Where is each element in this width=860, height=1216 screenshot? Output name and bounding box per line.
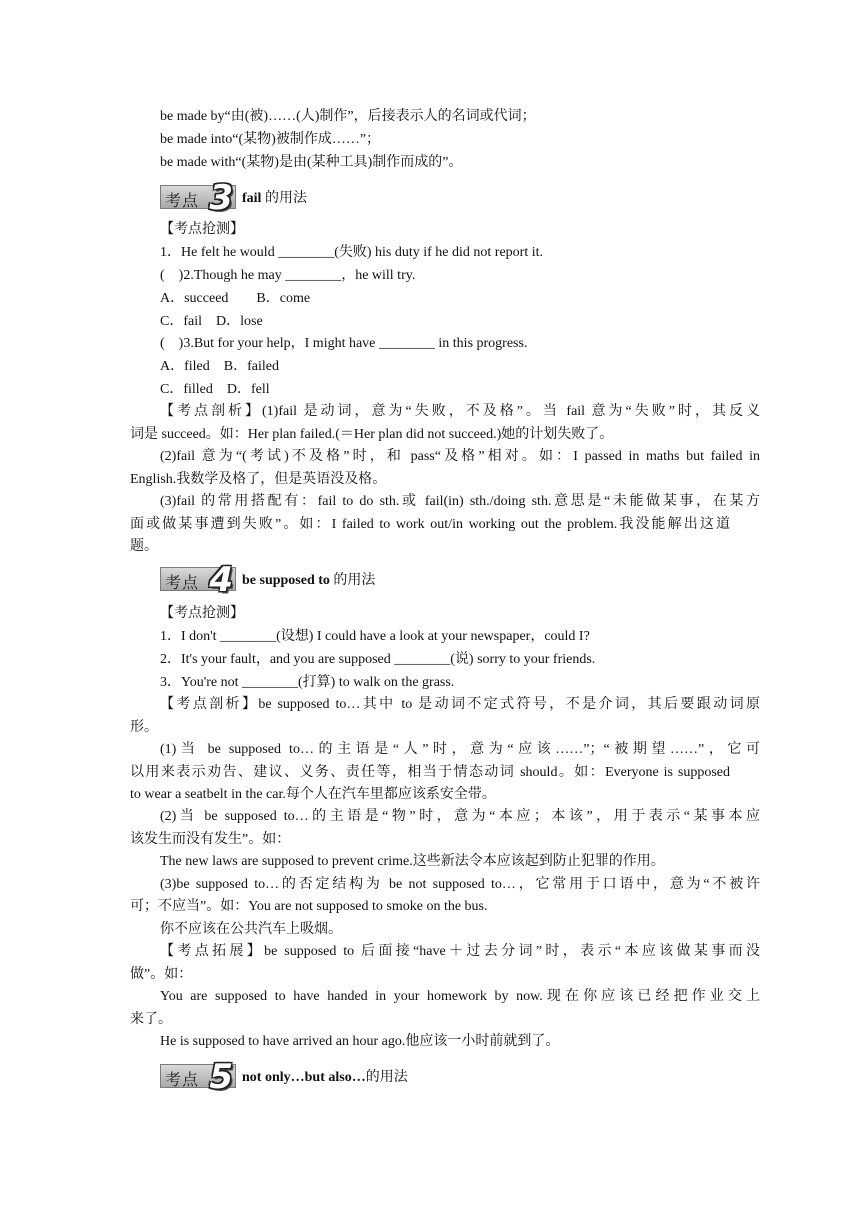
section-4-analysis-3-line-1: (3)be supposed to…的否定结构为 be not supposed to…，它常用于口语中，意为“不被许 [160,877,760,892]
section-5-title [242,1066,408,1086]
section-4-analysis-0-line-1: 【考点剖析】be supposed to…其中 to 是动词不定式符号，不是介词，其后要跟动词原 [160,697,760,712]
section-4-extension-line-1: 【考点拓展】be supposed to 后面接“have＋过去分词”时，表示“本应该做某事而没 [160,944,760,959]
section-3-analysis-1-line-2: 词是 succeed。如：Her plan failed.(＝Her plan did not succeed.)她的计划失败了。 [130,427,614,442]
section-4-question-3: 3．You're not ________(打算) to walk on the grass. [160,675,455,690]
section-5-title-rest: 的用法 [365,1070,408,1085]
section-3-question-3: ( )3.But for your help，I might have ________ in this progress. [160,336,528,351]
section-3-badge [160,178,236,218]
section-4-analysis-1-line-1: (1)当 be supposed to…的主语是“人”时，意为“应该……”；“被期望……”，它可 [160,742,760,757]
intro-line-1: be made by“由(被)……(人)制作”，后接表示人的名词或代词； [160,109,536,124]
section-3-question-2-options-cd: C．fail D．lose [160,314,263,329]
section-3-title [242,187,307,207]
section-3-question-2-options-ab: A．succeed B．come [160,291,311,306]
badge-number: 4 [209,560,233,600]
section-4-badge [160,560,236,600]
section-4-analysis-2-line-1: (2)当 be supposed to…的主语是“物”时，意为“本应；本该”，用于表示“某事本应 [160,809,760,824]
section-4-analysis-1-line-3: to wear a seatbelt in the car.每个人在汽车里都应该系安全带。 [130,787,496,802]
section-4-example-1-line-1: You are supposed to have handed in your homework by now.现在你应该已经把作业交上 [160,989,760,1004]
section-3-question-2: ( )2.Though he may ________，he will try. [160,268,416,283]
section-4-question-2: 2．It's your fault，and you are supposed ________(说) sorry to your friends. [160,652,596,667]
section-3-question-3-options-cd: C．filled D．fell [160,382,270,397]
section-3-analysis-3-line-3: 题。 [130,539,158,554]
section-3-check-label: 【考点抢测】 [160,222,244,237]
section-4-title-bold: be supposed to [242,573,330,588]
section-4-example-1-line-2: 来了。 [130,1012,172,1027]
section-3-title-bold: fail [242,191,262,206]
section-4-analysis-0-line-2: 形。 [130,720,158,735]
badge-number: 3 [209,178,233,218]
section-3-title-rest: 的用法 [261,191,307,206]
section-3-heading [160,178,307,218]
section-3-question-3-options-ab: A．filed B．failed [160,359,279,374]
section-4-title [242,569,375,589]
section-3-analysis-3-line-2: 面或做某事遭到失败”。如：I failed to work out/in working out the problem.我没能解出这道 [130,517,730,532]
intro-line-3: be made with“(某物)是由(某种工具)制作而成的”。 [160,155,463,170]
badge-text: 考点 [165,1070,200,1089]
section-3-analysis-2-line-2: English.我数学及格了，但是英语没及格。 [130,472,387,487]
section-4-example-2: He is supposed to have arrived an hour ago.他应该一小时前就到了。 [160,1034,560,1049]
intro-line-2: be made into“(某物)被制作成……”； [160,132,381,147]
section-4-analysis-1-line-2: 以用来表示劝告、建议、义务、责任等，相当于情态动词 should。如：Everyone is supposed [130,765,730,780]
section-4-question-1: 1．I don't ________(设想) I could have a look at your newspaper，could I? [160,629,590,644]
badge-text: 考点 [165,573,200,592]
section-3-question-1: 1．He felt he would ________(失败) his duty if he did not report it. [160,245,543,260]
section-3-analysis-2-line-1: (2)fail 意为“(考试)不及格”时，和 pass“及格”相对。如：I passed in maths but failed in [160,449,760,464]
section-5-heading [160,1057,408,1097]
section-3-analysis-3-line-1: (3)fail 的常用搭配有：fail to do sth.或 fail(in) sth./doing sth.意思是“未能做某事，在某方 [160,494,760,509]
section-4-analysis-3-line-2: 可；不应当”。如：You are not supposed to smoke on the bus. [130,899,488,914]
section-4-extension-line-2: 做”。如： [130,967,193,982]
section-5-badge [160,1057,236,1097]
section-3-analysis-1-line-1: 【考点剖析】(1)fail 是动词，意为“失败，不及格”。当 fail 意为“失败”时，其反义 [160,404,760,419]
badge-text: 考点 [165,191,200,210]
badge-number: 5 [209,1057,233,1097]
section-4-title-rest: 的用法 [329,573,376,588]
section-4-analysis-2-line-2: 该发生而没有发生”。如： [130,832,291,847]
section-4-check-label: 【考点抢测】 [160,606,244,621]
section-4-analysis-2-line-3: The new laws are supposed to prevent crime.这些新法令本应该起到防止犯罪的作用。 [160,854,665,869]
section-5-title-bold: not only…but also… [242,1070,366,1085]
section-4-heading [160,560,376,600]
section-4-analysis-3-line-3: 你不应该在公共汽车上吸烟。 [160,922,342,937]
